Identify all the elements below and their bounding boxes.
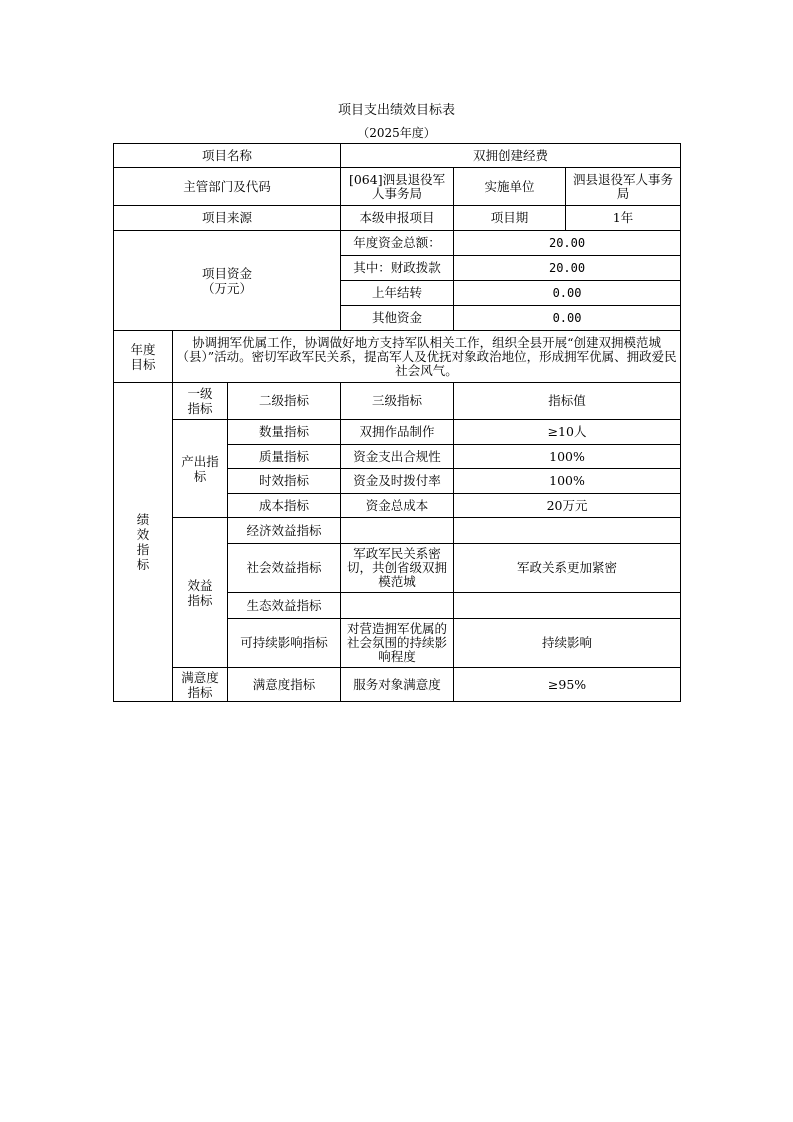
dept-label: 主管部门及代码 xyxy=(114,168,341,206)
l3-cell xyxy=(341,593,454,619)
l2-cell: 生态效益指标 xyxy=(228,593,341,619)
header-value: 指标值 xyxy=(454,383,681,420)
l2-cell: 时效指标 xyxy=(228,469,341,494)
impl-unit-value: 泗县退役军人事务局 xyxy=(566,168,681,206)
funds-row-value: 0.00 xyxy=(454,306,681,331)
output-label xyxy=(173,420,228,518)
header-l3: 三级指标 xyxy=(341,383,454,420)
funds-row-value: 20.00 xyxy=(454,231,681,256)
row-project-name xyxy=(114,144,681,168)
period-value: 1年 xyxy=(566,206,681,231)
row-funds-total xyxy=(114,231,681,256)
header-l2: 二级指标 xyxy=(228,383,341,420)
l3-cell: 对营造拥军优属的社会氛围的持续影响程度 xyxy=(341,619,454,668)
l2-cell: 数量指标 xyxy=(228,420,341,445)
benefit-label-text: 效益指标 xyxy=(187,577,213,608)
satisfaction-label xyxy=(173,668,228,702)
project-name-label: 项目名称 xyxy=(114,144,341,168)
source-label: 项目来源 xyxy=(114,206,341,231)
header-l1 xyxy=(173,383,228,420)
period-label: 项目期 xyxy=(454,206,566,231)
l3-cell: 服务对象满意度 xyxy=(341,668,454,702)
l2-cell: 质量指标 xyxy=(228,445,341,469)
output-label-text: 产出指标 xyxy=(181,453,219,484)
funds-label xyxy=(114,231,341,331)
funds-row-label: 其中：财政拨款 xyxy=(341,256,454,281)
value-cell xyxy=(454,593,681,619)
row-header xyxy=(114,383,681,420)
value-cell: 军政关系更加紧密 xyxy=(454,544,681,593)
table-row xyxy=(114,668,681,702)
l2-cell: 成本指标 xyxy=(228,494,341,518)
l3-cell: 资金总成本 xyxy=(341,494,454,518)
value-cell: ≥95% xyxy=(454,668,681,702)
page-subtitle: （2025年度） xyxy=(357,126,436,140)
funds-row-label: 年度资金总额： xyxy=(341,231,454,256)
annual-goal-label-text: 年度目标 xyxy=(130,341,156,372)
benefit-label xyxy=(173,518,228,668)
l3-cell: 资金及时拨付率 xyxy=(341,469,454,494)
row-dept xyxy=(114,168,681,206)
l2-cell: 社会效益指标 xyxy=(228,544,341,593)
l3-cell: 军政军民关系密切，共创省级双拥模范城 xyxy=(341,544,454,593)
table-row xyxy=(114,420,681,445)
l3-cell: 双拥作品制作 xyxy=(341,420,454,445)
performance-table xyxy=(113,143,681,702)
value-cell: 100% xyxy=(454,445,681,469)
annual-goal-label xyxy=(114,331,173,383)
page-title: 项目支出绩效目标表 xyxy=(337,103,455,118)
table-row xyxy=(114,518,681,544)
value-cell: 100% xyxy=(454,469,681,494)
l3-cell: 资金支出合规性 xyxy=(341,445,454,469)
funds-row-label: 其他资金 xyxy=(341,306,454,331)
l2-cell: 满意度指标 xyxy=(228,668,341,702)
l3-cell xyxy=(341,518,454,544)
satisfaction-label-text: 满意度指标 xyxy=(181,669,219,700)
perf-label xyxy=(114,383,173,702)
value-cell: 持续影响 xyxy=(454,619,681,668)
l2-cell: 经济效益指标 xyxy=(228,518,341,544)
value-cell xyxy=(454,518,681,544)
header-l1-text: 一级指标 xyxy=(187,386,213,416)
dept-value: [064]泗县退役军人事务局 xyxy=(341,168,454,206)
row-annual-goal xyxy=(114,331,681,383)
funds-row-value: 20.00 xyxy=(454,256,681,281)
row-source xyxy=(114,206,681,231)
impl-unit-label: 实施单位 xyxy=(454,168,566,206)
funds-row-value: 0.00 xyxy=(454,281,681,306)
funds-label-text: 项目资金（万元） xyxy=(201,265,252,296)
source-value: 本级申报项目 xyxy=(341,206,454,231)
value-cell: 20万元 xyxy=(454,494,681,518)
value-cell: ≥10人 xyxy=(454,420,681,445)
annual-goal-text: 协调拥军优属工作，协调做好地方支持军队相关工作，组织全县开展“创建双拥模范城（县）”活动。密切军政军民关系，提高军人及优抚对象政治地位，形成拥军优属、拥政爱民社会风气。 xyxy=(173,331,681,383)
project-name-value: 双拥创建经费 xyxy=(341,144,681,168)
perf-label-text: 绩效指标 xyxy=(136,512,150,572)
funds-row-label: 上年结转 xyxy=(341,281,454,306)
l2-cell: 可持续影响指标 xyxy=(228,619,341,668)
